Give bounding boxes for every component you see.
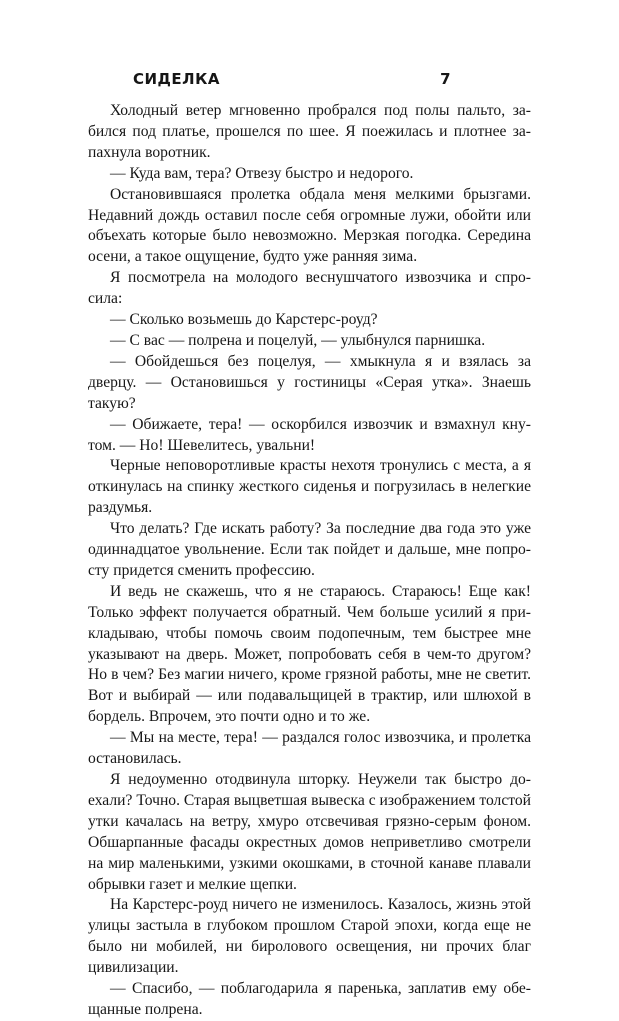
paragraph: — Спасибо, — поблагодарила я паренька, заплатив ему обещанные полрена. (88, 980, 531, 1018)
paragraph: — Сколько возьмешь до Карстерс-роуд? (110, 311, 378, 329)
running-header (88, 70, 531, 94)
paragraph: На Карстерс-роуд ничего не изменилось. Казалось, жизнь этой улицы застыла в глубоком прошлом Старой эпохи, когда еще не было ни мобилей, ни биролового освещения, ни прочих благ цивилизации. (88, 896, 531, 977)
paragraph: Что делать? Где искать работу? За последние два года это уже одиннадцатое увольнение. Если так пойдет и дальше, мне попросту придется сменить профессию. (88, 520, 531, 579)
paragraph: Холодный ветер мгновенно пробрался под полы пальто, забился под платье, прошелся по шее. Я поежилась и плотнее запахнула воротник. (88, 102, 531, 161)
paragraph: — Куда вам, тера? Отвезу быстро и недорого. (110, 164, 414, 182)
paragraph: — Мы на месте, тера! — раздался голос извозчика, и пролетка остановилась. (88, 729, 531, 768)
paragraph: — С вас — полрена и поцелуй, — улыбнулся парнишка. (110, 331, 486, 349)
paragraph: И ведь не скажешь, что я не стараюсь. Стараюсь! Еще как! Только эффект получается обратный. Чем больше усилий я прикладываю, чтобы помочь своим подопечным, тем быстрее мне указывают на дверь. Может, попробовать себя в чем-то другом? Но в чем? Без магии ничего, кроме грязной работы, мне не светит. Вот и выбирай — или подавальщицей в трактир, или шлюхой в бордель. Впрочем, это почти одно и то же. (88, 582, 531, 726)
page-number: 7 (440, 70, 451, 88)
book-page (88, 70, 531, 1021)
paragraph: Остановившаяся пролетка обдала меня мелкими брызгами. Недавний дождь оставил после себя огромные лужи, обойти или объехать которые было невозможно. Мерзкая погодка. Середина осени, а такое ощущение, будто уже ранняя зима. (88, 185, 531, 266)
paragraph: Я посмотрела на молодого веснушчатого извозчика и спросила: (88, 269, 531, 308)
paragraph: — Обойдешься без поцелуя, — хмыкнула я и взялась за дверцу. — Остановишься у гостиницы «Серая утка». Знаешь такую? (88, 352, 531, 412)
body-text (88, 101, 531, 1021)
paragraph: — Обижаете, тера! — оскорбился извозчик и взмахнул кнутом. — Но! Шевелитесь, увальни! (88, 415, 531, 454)
book-title: СИДЕЛКА (133, 70, 220, 88)
paragraph: Я недоуменно отодвинула шторку. Неужели так быстро доехали? Точно. Старая выцветшая вывеска с изображением толстой утки качалась на ветру, хмуро отсвечивая грязно-серым фоном. Обшарпанные фасады окрестных домов неприветливо смотрели на мир маленькими, узкими окошками, в сточной канаве плавали обрывки газет и мелкие щепки. (88, 771, 531, 893)
paragraph: Черные неповоротливые красты нехотя тронулись с места, а я откинулась на спинку жесткого сиденья и погрузилась в нелегкие раздумья. (88, 457, 531, 517)
